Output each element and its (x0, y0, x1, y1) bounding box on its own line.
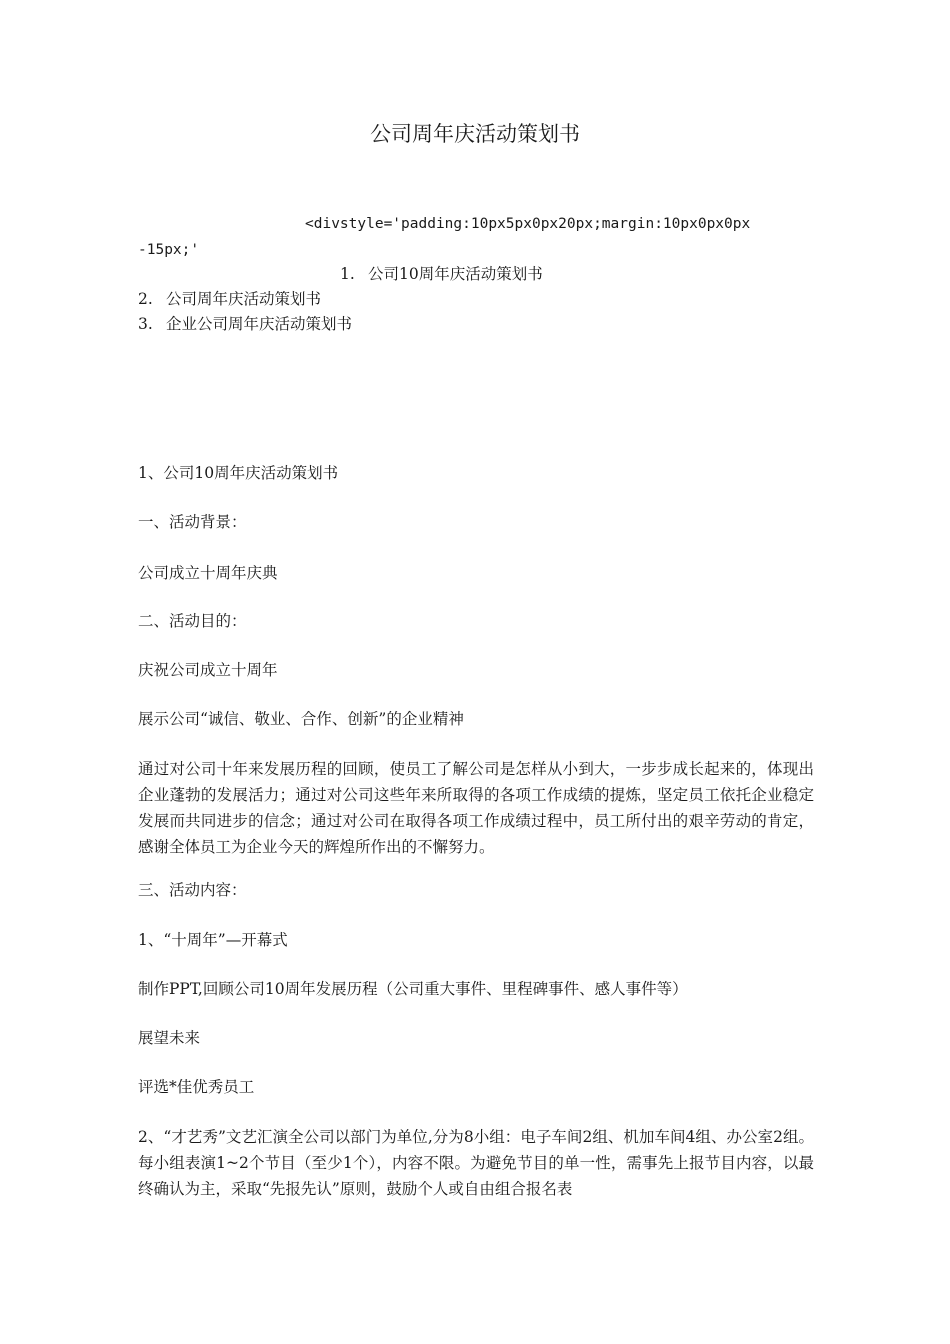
purpose-line-1: 庆祝公司成立十周年 (138, 661, 278, 679)
purpose-paragraph: 通过对公司十年来发展历程的回顾，使员工了解公司是怎样从小到大，一步步成长起来的，体现出企业蓬勃的发展活力；通过对公司这些年来所取得的各项工作成绩的提炼，坚定员工依托企业稳定发展而共同进步的信念；通过对公司在取得各项工作成绩过程中，员工所付出的艰辛劳动的肯定，感谢全体员工为企业今天的辉煌所作出的不懈努力。 (138, 760, 814, 856)
toc-item-2[interactable] (138, 287, 321, 311)
toc-item-text: 企业公司周年庆活动策划书 (166, 315, 353, 333)
item1-line-c: 评选*佳优秀员工 (138, 1078, 255, 1096)
content-heading: 三、活动内容： (138, 881, 247, 899)
toc-item-1[interactable] (340, 262, 543, 286)
toc-item-number: 3. (138, 315, 153, 333)
purpose-line-2: 展示公司“诚信、敬业、合作、创新”的企业精神 (138, 710, 464, 728)
item2-paragraph: 2、“才艺秀”文艺汇演全公司以部门为单位,分为8小组：电子车间2组、机加车间4组、办公室2组。每小组表演1~2个节目（至少1个），内容不限。为避免节目的单一性，需事先上报节目内容，以最终确认为主，采取“先报先认”原则，鼓励个人或自由组合报名表 (138, 1128, 814, 1198)
toc-item-text: 公司10周年庆活动策划书 (368, 265, 543, 283)
background-heading: 一、活动背景： (138, 513, 247, 531)
toc-item-3[interactable] (138, 312, 352, 336)
background-text: 公司成立十周年庆典 (138, 564, 278, 582)
code-line-1: <divstyle='padding:10px5px0px20px;margin:10px0px0px (305, 216, 751, 232)
code-line-2: -15px;' (138, 242, 200, 258)
item1-heading: 1、“十周年”—开幕式 (138, 931, 288, 949)
purpose-heading: 二、活动目的： (138, 612, 247, 630)
document-title: 公司周年庆活动策划书 (370, 122, 580, 146)
item1-line-b: 展望未来 (138, 1029, 201, 1047)
section-title: 1、公司10周年庆活动策划书 (138, 464, 339, 482)
item1-line-a: 制作PPT,回顾公司10周年发展历程（公司重大事件、里程碑事件、感人事件等） (138, 980, 688, 998)
toc-item-number: 1. (340, 265, 355, 283)
toc-item-text: 公司周年庆活动策划书 (166, 290, 322, 308)
toc-item-number: 2. (138, 290, 153, 308)
